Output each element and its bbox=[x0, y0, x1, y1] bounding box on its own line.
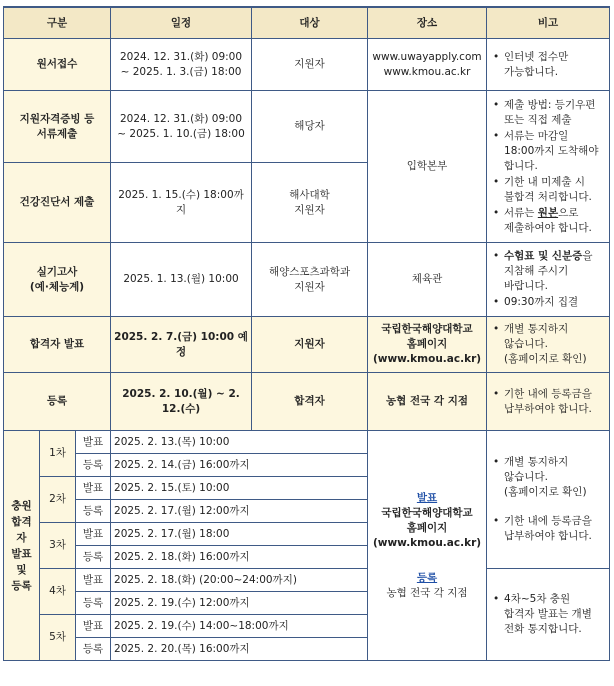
register-label: 등록 bbox=[76, 454, 111, 477]
row-practical bbox=[4, 243, 610, 317]
schedule-register: 2025. 2. 10.(월) ~ 2. 12.(수) bbox=[111, 373, 252, 431]
announce-date: 2025. 2. 18.(화) (20:00~24:00까지) bbox=[111, 569, 368, 592]
note-doc-item4-pre: 서류는 bbox=[504, 206, 538, 219]
note-doc-item1: • 제출 방법: 등기우편 또는 직접 제출 bbox=[493, 98, 606, 128]
round-label: 1차 bbox=[40, 431, 76, 477]
place-ann-title: 발표 bbox=[416, 491, 438, 504]
note-additional-bottom bbox=[487, 569, 610, 661]
header-schedule: 일정 bbox=[111, 7, 252, 39]
round-label: 3차 bbox=[40, 523, 76, 569]
note-doc-item2: • 서류는 마감일 18:00까지 도착해야 합니다. bbox=[493, 129, 606, 174]
schedule-announce: 2025. 2. 7.(금) 10:00 예정 bbox=[111, 317, 252, 373]
register-label: 등록 bbox=[76, 638, 111, 661]
schedule-health: 2025. 1. 15.(수) 18:00까지 bbox=[111, 163, 252, 243]
row-application bbox=[4, 39, 610, 91]
place-documents-health: 입학본부 bbox=[368, 91, 487, 243]
note-practical-item1 bbox=[493, 249, 606, 294]
announce-date: 2025. 2. 17.(월) 18:00 bbox=[111, 523, 368, 546]
note-doc-item4-post: 으로 제출하여야 합니다. bbox=[504, 206, 592, 234]
target-application: 지원자 bbox=[252, 39, 368, 91]
category-register: 등록 bbox=[4, 373, 111, 431]
register-date: 2025. 2. 18.(화) 16:00까지 bbox=[111, 546, 368, 569]
place-announce: 국립한국해양대학교 홈페이지 (www.kmou.ac.kr) bbox=[368, 317, 487, 373]
header-place: 장소 bbox=[368, 7, 487, 39]
register-label: 등록 bbox=[76, 500, 111, 523]
additional-row bbox=[4, 431, 610, 454]
note-practical-bold: 수험표 및 신분증 bbox=[504, 250, 583, 262]
round-label: 4차 bbox=[40, 569, 76, 615]
target-practical: 해양스포츠과학과 지원자 bbox=[252, 243, 368, 317]
schedule-documents: 2024. 12. 31.(화) 09:00 ~ 2025. 1. 10.(금) 18:00 bbox=[111, 91, 252, 163]
place-application: www.uwayapply.com www.kmou.ac.kr bbox=[368, 39, 487, 91]
note-practical bbox=[487, 243, 610, 317]
place-register: 농협 전국 각 지점 bbox=[368, 373, 487, 431]
announce-label: 발표 bbox=[76, 523, 111, 546]
header-note: 비고 bbox=[487, 7, 610, 39]
target-register: 합격자 bbox=[252, 373, 368, 431]
note-register bbox=[487, 373, 610, 431]
note-doc-item4-key: 원본 bbox=[537, 206, 559, 219]
row-announce bbox=[4, 317, 610, 373]
announce-date: 2025. 2. 19.(수) 14:00~18:00까지 bbox=[111, 615, 368, 638]
announce-label: 발표 bbox=[76, 615, 111, 638]
place-practical: 체육관 bbox=[368, 243, 487, 317]
category-practical: 실기고사 (예·체능계) bbox=[4, 243, 111, 317]
category-additional: 충원 합격 자 발표 및 등록 bbox=[4, 431, 40, 661]
announce-label: 발표 bbox=[76, 569, 111, 592]
target-announce: 지원자 bbox=[252, 317, 368, 373]
round-label: 2차 bbox=[40, 477, 76, 523]
register-label: 등록 bbox=[76, 592, 111, 615]
row-register bbox=[4, 373, 610, 431]
schedule-practical: 2025. 1. 13.(월) 10:00 bbox=[111, 243, 252, 317]
announce-date: 2025. 2. 15.(토) 10:00 bbox=[111, 477, 368, 500]
target-health: 해사대학 지원자 bbox=[252, 163, 368, 243]
note-announce-item: • 개별 통지하지 않습니다. (홈페이지로 확인) bbox=[493, 322, 606, 367]
note-practical-rest: 을 지참해 주시기 바랍니다. bbox=[504, 250, 593, 292]
note-documents-health bbox=[487, 91, 610, 243]
header-category: 구분 bbox=[4, 7, 111, 39]
schedule-application: 2024. 12. 31.(화) 09:00 ~ 2025. 1. 3.(금) 18:00 bbox=[111, 39, 252, 91]
register-date: 2025. 2. 20.(목) 16:00까지 bbox=[111, 638, 368, 661]
row-documents bbox=[4, 91, 610, 163]
note-practical-item2: • 09:30까지 집결 bbox=[493, 295, 606, 310]
place-additional bbox=[368, 431, 487, 661]
note-additional-top bbox=[487, 431, 610, 569]
target-documents: 해당자 bbox=[252, 91, 368, 163]
note-additional-item2: • 기한 내에 등록금을 납부하여야 합니다. bbox=[493, 514, 606, 544]
additional-row bbox=[4, 569, 610, 592]
note-announce bbox=[487, 317, 610, 373]
note-application bbox=[487, 39, 610, 91]
register-date: 2025. 2. 19.(수) 12:00까지 bbox=[111, 592, 368, 615]
admission-schedule-table bbox=[3, 6, 610, 661]
announce-label: 발표 bbox=[76, 477, 111, 500]
note-register-item: • 기한 내에 등록금을 납부하여야 합니다. bbox=[493, 387, 606, 417]
place-reg-text: 농협 전국 각 지점 bbox=[386, 586, 468, 599]
category-announce: 합격자 발표 bbox=[4, 317, 111, 373]
announce-date: 2025. 2. 13.(목) 10:00 bbox=[111, 431, 368, 454]
category-documents: 지원자격증빙 등 서류제출 bbox=[4, 91, 111, 163]
note-doc-item4 bbox=[493, 206, 606, 236]
category-health: 건강진단서 제출 bbox=[4, 163, 111, 243]
place-ann-text: 국립한국해양대학교 홈페이지 (www.kmou.ac.kr) bbox=[372, 506, 482, 549]
announce-label: 발표 bbox=[76, 431, 111, 454]
register-label: 등록 bbox=[76, 546, 111, 569]
note-additional-item3: • 4차~5차 충원 합격자 발표는 개별 전화 통지합니다. bbox=[493, 592, 606, 637]
place-reg-title: 등록 bbox=[416, 571, 438, 584]
header-target: 대상 bbox=[252, 7, 368, 39]
register-date: 2025. 2. 17.(월) 12:00까지 bbox=[111, 500, 368, 523]
note-additional-item1: • 개별 통지하지 않습니다. (홈페이지로 확인) bbox=[493, 455, 606, 500]
round-label: 5차 bbox=[40, 615, 76, 661]
note-application-item: • 인터넷 접수만 가능합니다. bbox=[493, 50, 606, 80]
register-date: 2025. 2. 14.(금) 16:00까지 bbox=[111, 454, 368, 477]
note-doc-item3: • 기한 내 미제출 시 불합격 처리합니다. bbox=[493, 175, 606, 205]
category-application: 원서접수 bbox=[4, 39, 111, 91]
header-row bbox=[4, 7, 610, 39]
